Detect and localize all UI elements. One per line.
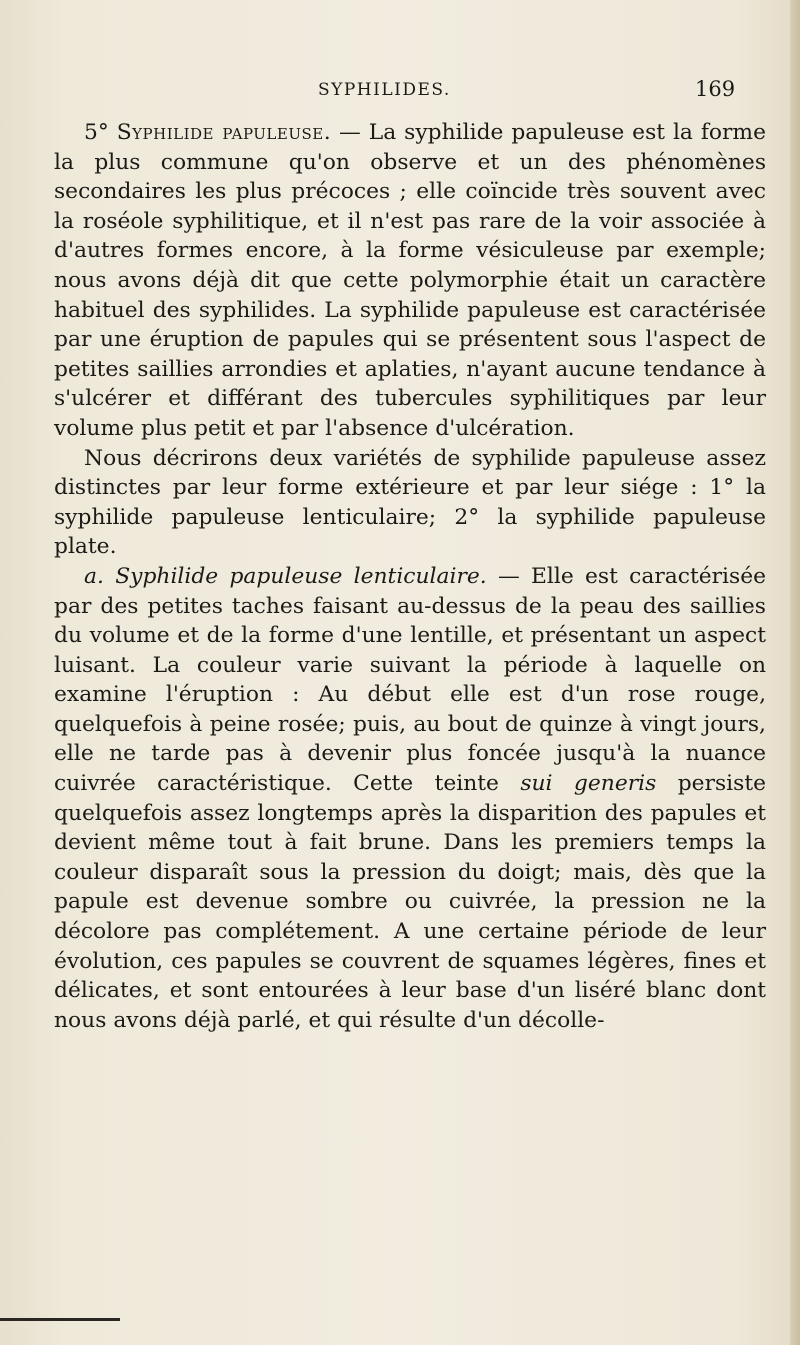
subsection-body-start: — Elle est caractérisée par des petites taches faisant au-dessus de la peau des saillies du volume et de la forme d'une lentille, et présentant un aspect luisant. La couleur varie suivant la période à laquelle on examine l'éruption : Au début elle est d'un rose rouge, quelquefois à peine rosée; puis, au bout de quinze à vingt jours, elle ne tarde pas à devenir plus foncée jusqu'à la nuance cuivrée caractéristique. Cette teinte bbox=[54, 563, 766, 797]
section-dash: — bbox=[331, 120, 369, 145]
bottom-rule bbox=[0, 1318, 120, 1321]
section-number: 5° bbox=[84, 120, 109, 145]
section-heading: Syphilide papuleuse. bbox=[116, 120, 332, 145]
running-title: SYPHILIDES. bbox=[318, 80, 451, 100]
subsection-label: a. bbox=[84, 563, 104, 589]
paragraph-varieties: Nous décrirons deux variétés de syphilide papuleuse assez distinctes par leur forme extérieure et par leur siége : 1° la syphilide papuleuse lenticulaire; 2° la syphilide papuleuse plate. bbox=[54, 445, 766, 560]
page-header bbox=[0, 77, 800, 106]
section-body: La syphilide papuleuse est la forme la plus commune qu'on observe et un des phénomènes secondaires les plus précoces ; elle coïncide très souvent avec la roséole syphilitique, et il n'est pas rare de la voir associée à d'autres formes encore, à la forme vésiculeuse par exemple; nous avons déjà dit que cette polymorphie était un caractère habituel des syphilides. La syphilide papuleuse est caractérisée par une éruption de papules qui se présentent sous l'aspect de petites saillies arrondies et aplaties, n'ayant aucune tendance à s'ulcérer et différant des tubercules syphilitiques par leur volume plus petit et par l'absence d'ulcération. bbox=[54, 120, 767, 441]
page-edge bbox=[790, 0, 800, 1345]
paragraph-syphilide-papuleuse bbox=[54, 118, 766, 444]
paragraph-lenticulaire bbox=[54, 562, 766, 1036]
page-number: 169 bbox=[695, 77, 736, 101]
latin-phrase: sui generis bbox=[520, 771, 657, 797]
subsection-body-end: persiste quelquefois assez longtemps après la disparition des papules et devient même tout à fait brune. Dans les premiers temps la couleur disparaît sous la pression du doigt; mais, dès que la papule est devenue sombre ou cuivrée, la pression ne la décolore pas complétement. A une certaine période de leur évolution, ces papules se couvrent de squames légères, fines et délicates, et sont entourées à leur base d'un liséré blanc dont nous avons déjà parlé, et qui résulte d'un décolle- bbox=[54, 771, 766, 1033]
subsection-title: Syphilide papuleuse lenticulaire. bbox=[115, 563, 487, 589]
body-text bbox=[54, 118, 766, 1035]
